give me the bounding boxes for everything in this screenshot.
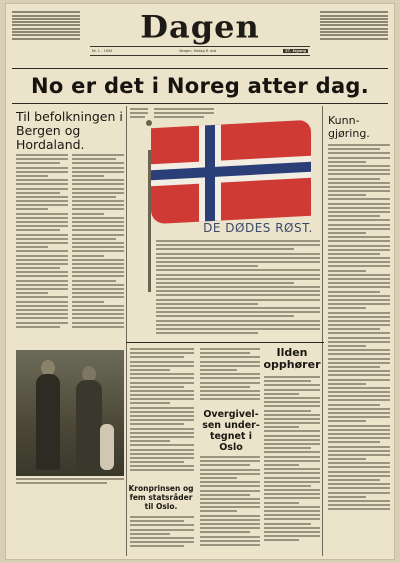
right-announcement-text <box>328 144 390 548</box>
de-dodes-rost-heading: DE DØDES RØST. <box>203 221 313 235</box>
ilden-text <box>264 376 320 554</box>
ilden-subheading: Ilden opphører <box>263 346 321 371</box>
issue-number: Nr. 1 – 1945 <box>92 49 113 53</box>
section-rule <box>126 342 324 343</box>
kronprinsen-text <box>130 516 194 554</box>
masthead-dateline-bar <box>90 46 310 56</box>
main-headline: No er det i Noreg atter dag. <box>30 74 370 98</box>
photograph <box>16 350 124 476</box>
flagpole-finial <box>146 120 152 126</box>
left-article-text-col2 <box>72 154 124 344</box>
left-article-text-col1 <box>16 154 68 344</box>
newspaper-page <box>6 4 394 559</box>
center-article-text <box>156 240 320 336</box>
right-ear-box <box>320 10 388 50</box>
norwegian-flag <box>151 120 311 224</box>
right-article-heading: Kunn-gjøring. <box>328 114 370 140</box>
kronprinsen-subheading: Kronprinsen og fem statsråder til Oslo. <box>128 484 194 511</box>
flag-top-text <box>154 108 214 122</box>
masthead <box>10 8 390 60</box>
headline-rule <box>12 103 388 104</box>
column-divider <box>322 106 323 556</box>
volume-badge: 27. årgang <box>285 49 306 53</box>
lower-text-col2 <box>200 348 260 406</box>
top-rule <box>12 68 388 69</box>
lower-text-col1 <box>130 348 194 480</box>
text-snippet <box>130 108 148 122</box>
dateline: Bergen, fredag 8. mai <box>179 49 217 53</box>
overgivelsen-text <box>200 456 260 554</box>
left-article-heading: Til befolkningen i Bergen og Hordaland. <box>16 109 123 152</box>
overgivelsen-subheading: Overgivel-sen under-tegnet i Oslo <box>202 409 260 453</box>
newspaper-title: Dagen <box>140 8 260 46</box>
photo-caption <box>16 478 124 486</box>
